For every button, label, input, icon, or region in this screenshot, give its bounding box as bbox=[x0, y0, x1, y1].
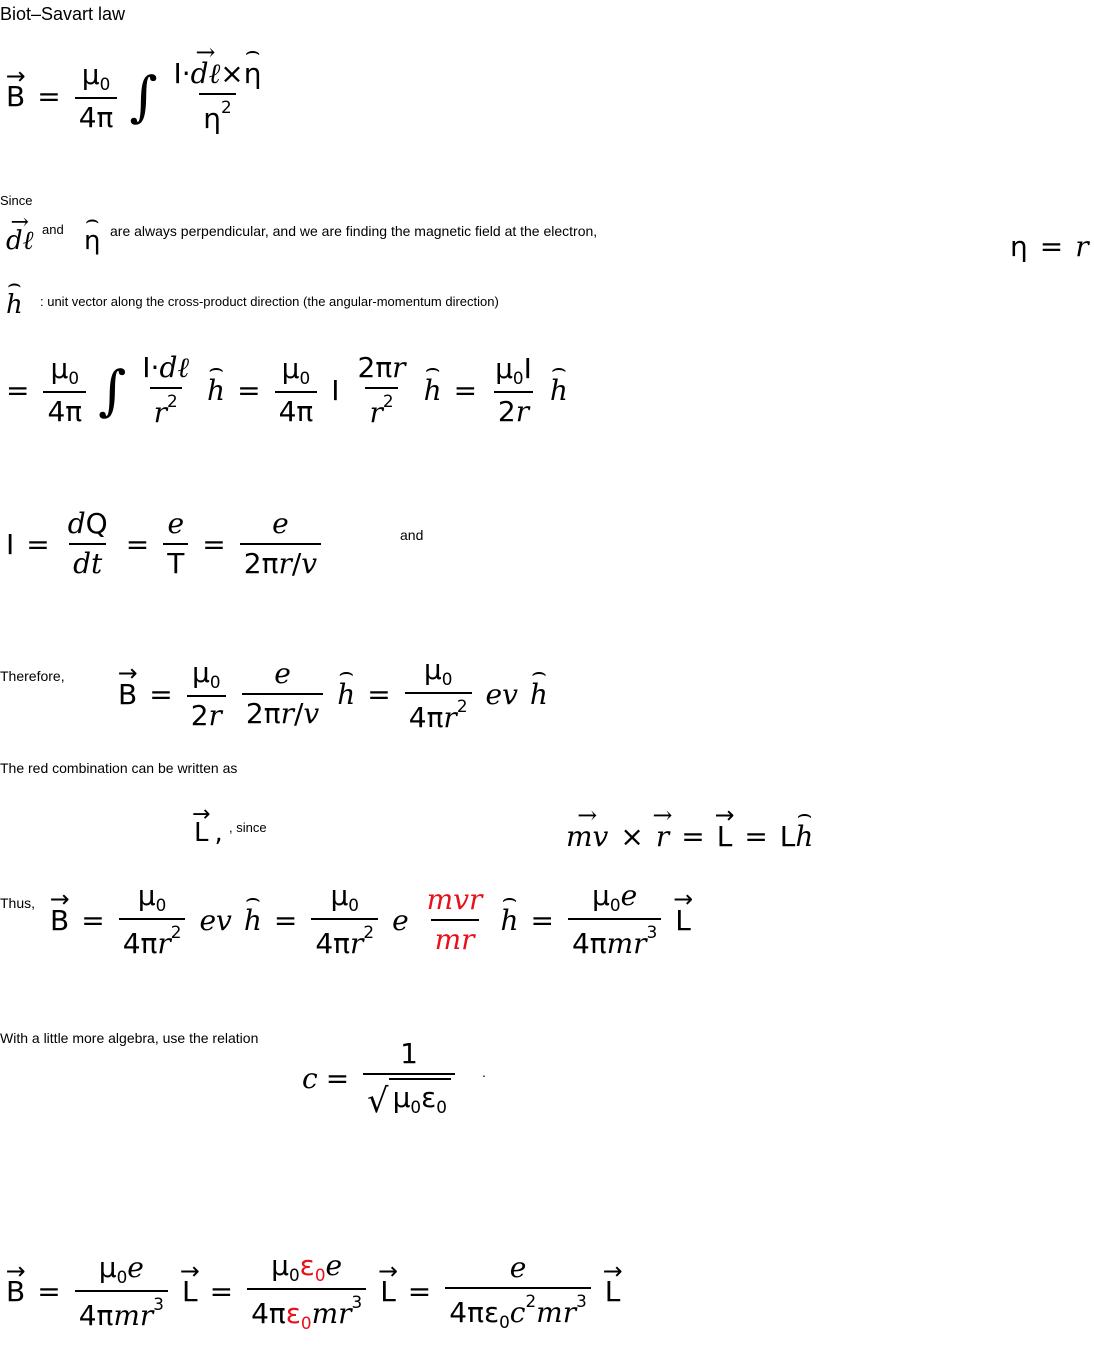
h-hat-symbol: ⌢ h bbox=[0, 290, 29, 320]
and-label: and bbox=[42, 222, 64, 237]
thus-label: Thus, bbox=[0, 895, 36, 911]
final-equation: → B = $\frac{\mu_0e}{4\pi mr^3}$ → L = $\frac{\mu_0\varepsilon_0e}{4\pi\varepsilon_0mr^3}$ → L = $\frac{e}{4\pi\varepsilon_0c^2mr^3}$ → L bbox=[0, 1250, 626, 1333]
eta-equals-r: η = r bbox=[1010, 230, 1089, 263]
since-label-2: , since bbox=[229, 820, 267, 835]
current-equation: I = $\frac{dQ}{dt}$ = $\frac{e}{T}$ = $\frac{e}{2\pi r/v}$ bbox=[0, 508, 329, 580]
speed-of-light-relation: c = 1 √ $\mu_0\varepsilon_0$ bbox=[296, 1038, 463, 1119]
and-label-2: and bbox=[400, 527, 424, 543]
period: . bbox=[482, 1064, 486, 1080]
unit-vector-text: : unit vector along the cross-product direction (the angular-momentum direction) bbox=[40, 294, 499, 309]
since-label: Since bbox=[0, 193, 33, 208]
red-combination-text: The red combination can be written as bbox=[0, 760, 238, 776]
thus-equation: → B = $\frac{\mu_0}{4\pi r^2}$ ev ⌢ h = $\frac{\mu_0}{4\pi r^2}$ e $\frac{\text{mvr}}{mr}$ ⌢ h = $\frac{\mu_0e}{4\pi mr^3}$ → L bbox=[44, 880, 697, 960]
angular-momentum-equation: → mv × → r = → L = L⌢ h bbox=[560, 820, 819, 853]
eta-hat-symbol: ⌢ η bbox=[78, 226, 106, 256]
dl-symbol: → dℓ bbox=[0, 226, 39, 256]
therefore-label: Therefore, bbox=[0, 668, 65, 684]
L-vector-symbol: → L , bbox=[188, 818, 223, 848]
field-derivation-equation: = $\frac{\mu_0}{4\pi}$ ∫ $\frac{\text{I·dℓ}}{r^2}$ ⌢ h = $\frac{\mu_0}{4\pi}$ I $\frac{2\pi r}{r^2}$ ⌢ h = $\frac{\mu_0I}{2r}$ ⌢ h bbox=[0, 352, 574, 429]
therefore-equation: → B = $\frac{\mu_0}{2r}$ $\frac{e}{2\pi r/v}$ ⌢ h = $\frac{\mu_0}{4\pi r^2}$ ev ⌢ h bbox=[112, 654, 554, 734]
page-title: Biot–Savart law bbox=[0, 4, 126, 24]
algebra-text: With a little more algebra, use the relation bbox=[0, 1030, 259, 1046]
biot-savart-equation: → B = $\frac{\mu_0}{4\pi}$ ∫ $\frac{\text{I·→ dℓ×⌢ η}}{\eta^2}$ bbox=[0, 58, 273, 135]
perpendicular-text: are always perpendicular, and we are finding the magnetic field at the electron, bbox=[110, 223, 598, 239]
